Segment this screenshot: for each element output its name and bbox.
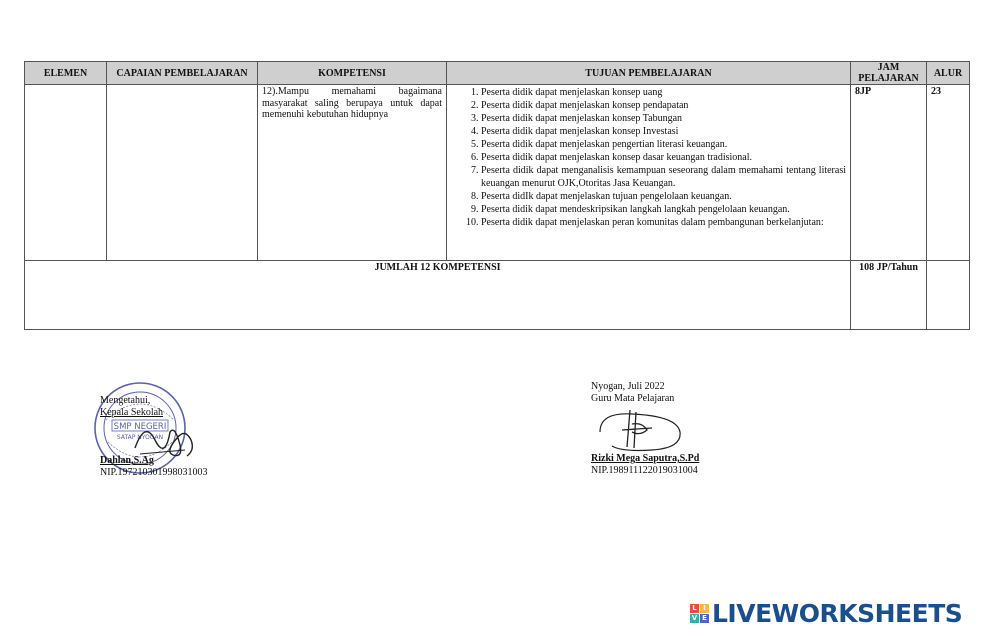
total-label: JUMLAH 12 KOMPETENSI	[25, 261, 851, 330]
left-line2: Kepala Sekolah	[100, 407, 164, 418]
cell-jam: 8JP	[851, 85, 927, 261]
list-item: 4. Peserta didik dapat menjelaskan konsep Investasi	[481, 125, 846, 138]
left-line1: Mengetahui,	[100, 395, 151, 406]
header-capaian: CAPAIAN PEMBELAJARAN	[107, 62, 258, 85]
table-header-row	[25, 62, 970, 85]
principal-name: Dahlan,S.Ag	[100, 455, 154, 466]
header-alur: ALUR	[927, 62, 970, 85]
teacher-nip: NIP.198911122019031004	[591, 465, 698, 476]
stamp-text-2: SATAP NYOGAN	[116, 434, 164, 441]
list-item: 5. Peserta didik dapat menjelaskan pengertian literasi keuangan.	[481, 138, 846, 151]
place-date: Nyogan, Juli 2022	[591, 381, 665, 392]
logo-text: LIVEWORKSHEETS	[712, 598, 963, 628]
cell-alur: 23	[927, 85, 970, 261]
principal-nip: NIP.197210301998031003	[100, 467, 208, 478]
logo-cube: E	[700, 614, 709, 623]
header-tujuan: TUJUAN PEMBELAJARAN	[447, 62, 851, 85]
list-item: 10. Peserta didik dapat menjelaskan peran komunitas dalam pembangunan berkelanjutan:	[481, 216, 846, 229]
list-item: 9. Peserta didik dapat mendeskripsikan langkah langkah pengelolaan keuangan.	[481, 203, 846, 216]
curriculum-table	[24, 61, 970, 330]
list-item: 6. Peserta didik dapat menjelaskan konsep dasar keuangan tradisional.	[481, 151, 846, 164]
list-item: 1. Peserta didik dapat menjelaskan konsep uang	[481, 86, 846, 99]
logo-cube: L	[690, 604, 699, 613]
teacher-role: Guru Mata Pelajaran	[591, 393, 675, 404]
principal-signature-block	[100, 395, 208, 479]
cell-capaian	[107, 85, 258, 261]
total-alur	[927, 261, 970, 330]
liveworksheets-logo[interactable]	[690, 597, 962, 629]
logo-cube: I	[700, 604, 709, 613]
logo-cube: V	[691, 613, 698, 622]
header-jam: JAM PELAJARAN	[851, 62, 927, 85]
cell-tujuan	[447, 85, 851, 261]
list-item: 3. Peserta didik dapat menjelaskan konsep Tabungan	[481, 112, 846, 125]
header-elemen: ELEMEN	[25, 62, 107, 85]
total-jam: 108 JP/Tahun	[851, 261, 927, 330]
total-row	[25, 261, 970, 330]
list-item: 8. Peserta didIk dapat menjelaskan tujuan pengelolaan keuangan.	[481, 190, 846, 203]
stamp-text: SMP NEGERI	[113, 422, 167, 432]
cell-kompetensi: 12).Mampu memahami bagaimana masyarakat saling berupaya untuk dapat memenuhi kebutuhan hidupnya	[258, 85, 447, 261]
list-item: 7. Peserta didik dapat menganalisis kemampuan seseorang dalam memahami tentang literasi keuangan menurut OJK,Otoritas Jasa Keuangan.	[481, 164, 846, 190]
tujuan-list	[451, 86, 846, 229]
header-kompetensi: KOMPETENSI	[258, 62, 447, 85]
cell-elemen	[25, 85, 107, 261]
list-item: 2. Peserta didik dapat menjelaskan konsep pendapatan	[481, 99, 846, 112]
teacher-signature-block	[591, 381, 699, 477]
logo-cubes-icon	[690, 604, 709, 623]
table-row	[25, 85, 970, 261]
teacher-name: Rizki Mega Saputra,S.Pd	[591, 453, 700, 464]
